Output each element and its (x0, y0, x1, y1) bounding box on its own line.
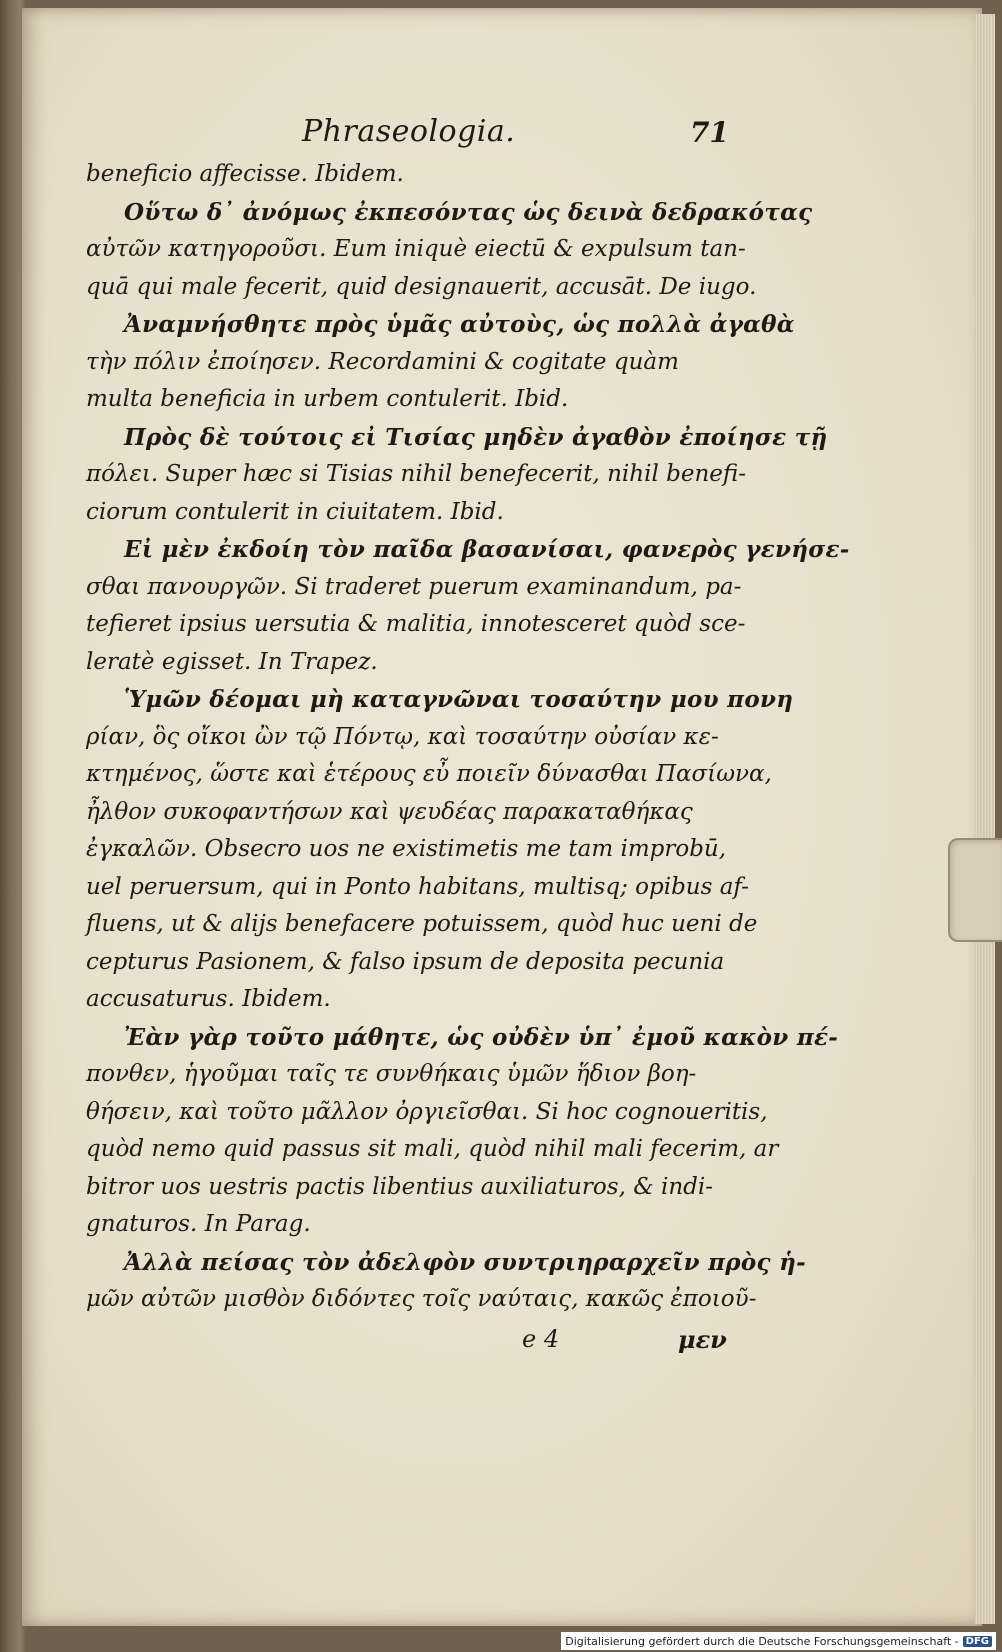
page-header (86, 114, 729, 156)
text-line: ἐγκαλῶν. Obsecro uos ne existimetis me tam improbū, (86, 836, 727, 862)
text-line: gnaturos. In Parag. (86, 1211, 311, 1237)
signature-mark: e 4 (522, 1324, 560, 1353)
text-line: Οὕτω δ᾽ ἀνόμως ἐκπεσόντας ὡς δεινὰ δεδρακότας (124, 198, 813, 226)
text-line: Πρὸς δὲ τούτοις εἰ Τισίας μηδὲν ἀγαθὸν ἐποίησε τῇ (124, 423, 828, 451)
text-line: πόλει. Super hæc si Tisias nihil benefecerit, nihil benefi- (86, 461, 746, 487)
text-line: πονθεν, ἡγοῦμαι ταῖς τε συνθήκαις ὑμῶν ἥδιον βοη- (86, 1061, 697, 1087)
text-line: θήσειν, καὶ τοῦτο μᾶλλον ὀργιεῖσθαι. Si hoc cognoueritis, (86, 1098, 768, 1125)
text-line: ciorum contulerit in ciuitatem. Ibid. (86, 498, 504, 525)
text-line: αὐτῶν κατηγοροῦσι. Eum iniquè eiectū & expulsum tan- (86, 236, 746, 262)
page-edge-stack (975, 14, 995, 1624)
text-line: quòd nemo quid passus sit mali, quòd nihil mali fecerim, ar (86, 1136, 779, 1162)
text-line: tefieret ipsius uersutia & malitia, innotesceret quòd sce- (86, 611, 746, 637)
text-lines (86, 156, 850, 1319)
text-line: cepturus Pasionem, & falso ipsum de deposita pecunia (86, 948, 725, 975)
text-line: τὴν πόλιν ἐποίησεν. Recordamini & cogitate quàm (86, 348, 679, 375)
running-head: Phraseologia. (302, 114, 516, 149)
text-line: Ἀναμνήσθητε πρὸς ὑμᾶς αὐτοὺς, ὡς πολλὰ ἀγαθὰ (124, 311, 795, 338)
book-clasp (948, 838, 1002, 942)
text-line: fluens, ut & alijs benefacere potuissem, quòd huc ueni de (86, 911, 758, 937)
text-line: uel peruersum, qui in Ponto habitans, multisq; opibus af- (86, 873, 749, 900)
text-line: Ἀλλὰ πείσας τὸν ἀδελφὸν συντριηραρχεῖν πρὸς ἡ- (124, 1248, 807, 1276)
catchword: μεν (678, 1324, 727, 1354)
text-line: Εἰ μὲν ἐκδοίη τὸν παῖδα βασανίσαι, φανερὸς γενήσε- (124, 536, 850, 563)
digitization-credit (561, 1632, 996, 1650)
text-line: quā qui male fecerit, quid designauerit, accusāt. De iugo. (86, 273, 757, 300)
text-line: multa beneficia in urbem contulerit. Ibid. (86, 386, 569, 412)
page-number: 71 (690, 116, 729, 149)
page-text-block (86, 114, 850, 1359)
text-line: κτημένος, ὥστε καὶ ἑτέρους εὖ ποιεῖν δύνασθαι Πασίωνα, (86, 761, 772, 787)
text-line: beneficio affecisse. Ibidem. (86, 161, 404, 187)
text-line: accusaturus. Ibidem. (86, 986, 331, 1012)
text-line: σθαι πανουργῶν. Si traderet puerum examinandum, pa- (86, 573, 742, 600)
text-line: Ἐὰν γὰρ τοῦτο μάθητε, ὡς οὐδὲν ὑπ᾽ ἐμοῦ κακὸν πέ- (124, 1023, 839, 1051)
credit-text: Digitalisierung gefördert durch die Deutsche Forschungsgemeinschaft - (565, 1634, 959, 1648)
text-line: Ὑμῶν δέομαι μὴ καταγνῶναι τοσαύτην μου πονη (124, 686, 794, 713)
dfg-logo: DFG (963, 1636, 992, 1647)
text-line: ρίαν, ὃς οἴκοι ὢν τῷ Πόντῳ, καὶ τοσαύτην οὐσίαν κε- (86, 723, 719, 750)
text-line: μῶν αὐτῶν μισθὸν διδόντες τοῖς ναύταις, κακῶς ἐποιοῦ- (86, 1286, 757, 1312)
page-footer (86, 1319, 726, 1359)
text-line: leratè egisset. In Trapez. (86, 648, 378, 675)
text-line: ἦλθον συκοφαντήσων καὶ ψευδέας παρακαταθήκας (86, 798, 693, 825)
text-line: bitror uos uestris pactis libentius auxiliaturos, & indi- (86, 1173, 713, 1200)
book-page (22, 8, 982, 1626)
